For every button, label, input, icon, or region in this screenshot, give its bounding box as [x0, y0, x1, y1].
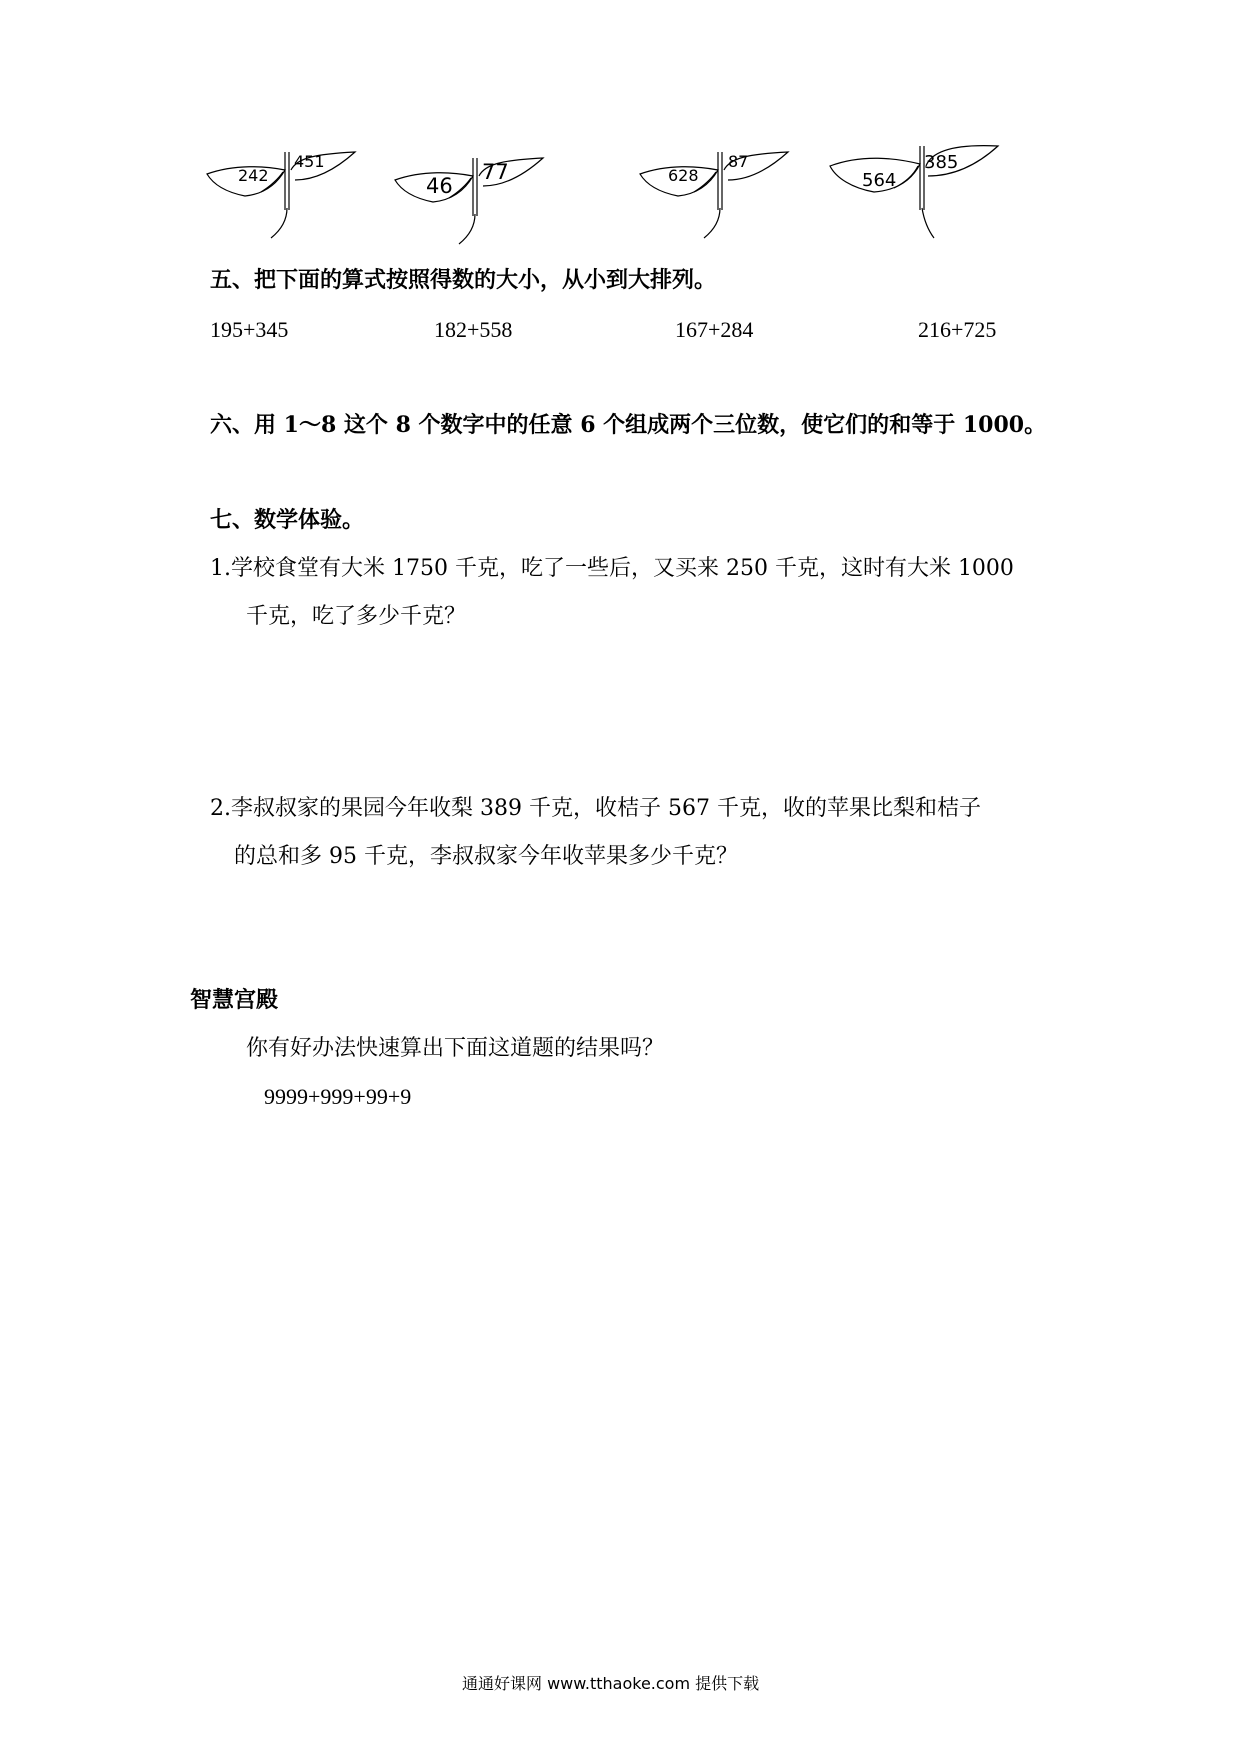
leaf-drawing-icon	[205, 150, 365, 240]
bonus-question: 你有好办法快速算出下面这道题的结果吗？	[246, 1036, 665, 1061]
leaves-row	[0, 150, 1240, 250]
expression-3: 167+284	[675, 317, 754, 342]
bonus-expression: 9999+999+99+9	[264, 1084, 412, 1109]
leaf-right-number: 385	[924, 152, 959, 173]
section-5-heading: 五、把下面的算式按照得数的大小，从小到大排列。	[210, 267, 717, 293]
expression-1: 195+345	[210, 317, 289, 342]
section-7-heading: 七、数学体验。	[210, 507, 365, 533]
leaf-left-number: 242	[238, 166, 269, 185]
expression-4: 216+725	[918, 317, 997, 342]
leaf-drawing-icon	[638, 150, 798, 240]
leaf-right-number: 87	[728, 152, 749, 171]
question-2-line-1: 2.李叔叔家的果园今年收梨 389 千克，收桔子 567 千克，收的苹果比梨和桔子	[210, 796, 981, 821]
expression-2: 182+558	[434, 317, 513, 342]
leaf-left-number: 564	[862, 170, 897, 191]
bonus-heading: 智慧宫殿	[190, 987, 279, 1013]
leaf-left-number: 46	[426, 174, 453, 198]
question-1-line-1: 1.学校食堂有大米 1750 千克，吃了一些后，又买来 250 千克，这时有大米 1000	[210, 556, 1014, 581]
leaf-drawing-icon	[828, 144, 1008, 240]
question-1-line-2: 千克，吃了多少千克？	[246, 604, 467, 629]
section-6-heading: 六、用 1～8 这个 8 个数字中的任意 6 个组成两个三位数，使它们的和等于 1000。	[210, 412, 1047, 438]
footer-source: 通通好课网 www.tthaoke.com 提供下载	[462, 1674, 760, 1693]
leaf-right-number: 77	[482, 160, 509, 184]
leaf-left-number: 628	[668, 166, 699, 185]
question-2-line-2: 的总和多 95 千克，李叔叔家今年收苹果多少千克？	[234, 844, 738, 869]
leaf-right-number: 451	[294, 152, 325, 171]
leaf-drawing-icon	[393, 156, 553, 246]
